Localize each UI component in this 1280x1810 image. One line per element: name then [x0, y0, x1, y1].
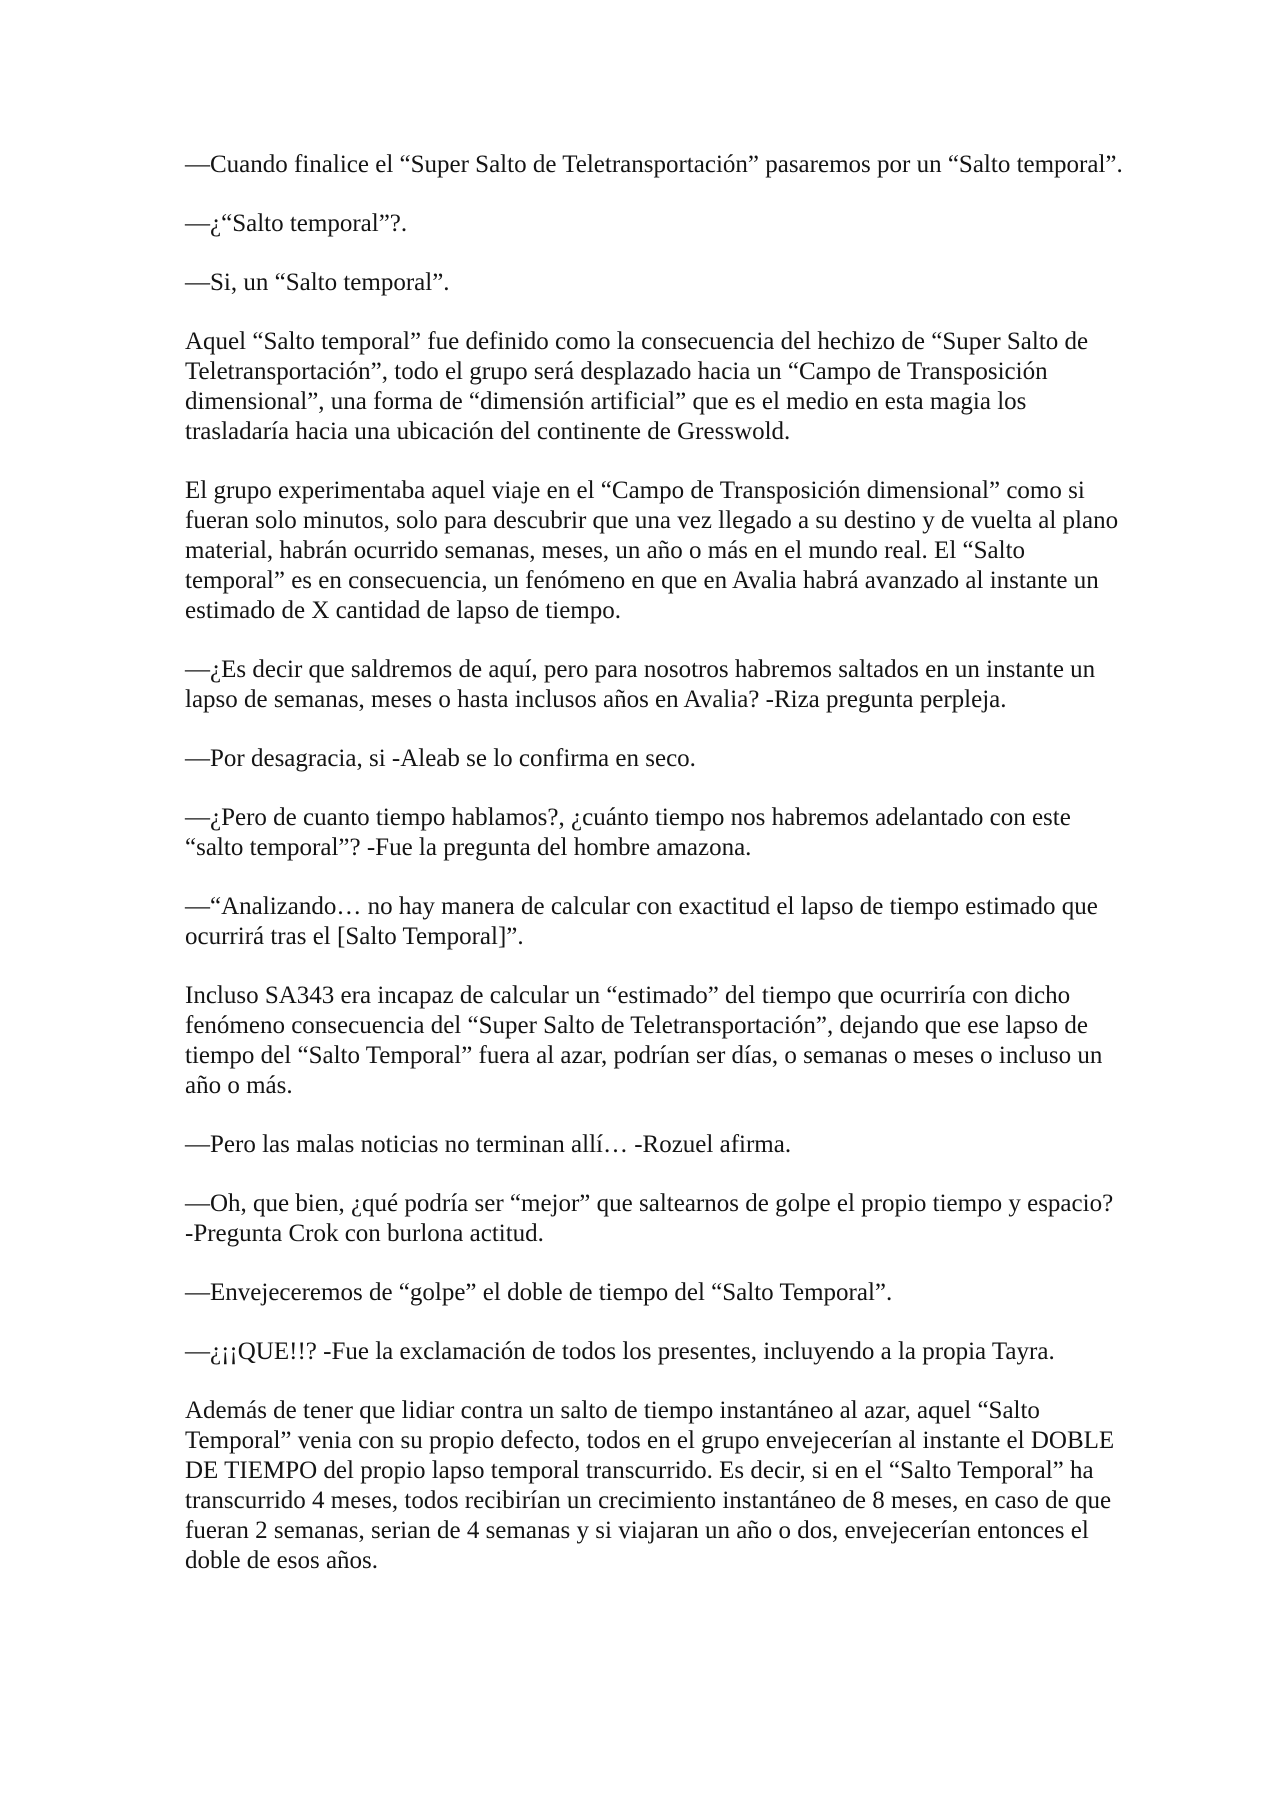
paragraph: Incluso SA343 era incapaz de calcular un “estimado” del tiempo que ocurriría con dicho fenómeno consecuencia del “Super Salto de Teletransportación”, dejando que ese lapso de tiempo del “Salto Temporal” fuera al azar, podrían ser días, o semanas o meses o incluso un año o más. — [185, 982, 1103, 1099]
paragraph: —¿Pero de cuanto tiempo hablamos?, ¿cuánto tiempo nos habremos adelantado con este “salto temporal”? -Fue la pregunta del hombre amazona. — [185, 804, 1071, 861]
paragraph: —¿¡¡QUE!!? -Fue la exclamación de todos los presentes, incluyendo a la propia Tayra. — [185, 1338, 1055, 1365]
paragraph: —¿“Salto temporal”?. — [185, 210, 408, 237]
paragraph: —Si, un “Salto temporal”. — [185, 269, 450, 296]
paragraph: Además de tener que lidiar contra un salto de tiempo instantáneo al azar, aquel “Salto Temporal” venia con su propio defecto, todos en el grupo envejecerían al instante el DOBLE DE TIEMPO del propio lapso temporal transcurrido. Es decir, si en el “Salto Temporal” ha transcurrido 4 meses, todos recibirían un crecimiento instantáneo de 8 meses, en caso de que fueran 2 semanas, serian de 4 semanas y si viajaran un año o dos, envejecerían entonces el doble de esos años. — [185, 1397, 1115, 1574]
paragraph: —“Analizando… no hay manera de calcular con exactitud el lapso de tiempo estimado que ocurrirá tras el [Salto Temporal]”. — [185, 893, 1098, 950]
document-page — [185, 150, 1125, 1576]
paragraph: —Cuando finalice el “Super Salto de Teletransportación” pasaremos por un “Salto temporal”. — [185, 151, 1123, 178]
paragraph: El grupo experimentaba aquel viaje en el “Campo de Transposición dimensional” como si fueran solo minutos, solo para descubrir que una vez llegado a su destino y de vuelta al plano material, habrán ocurrido semanas, meses, un año o más en el mundo real. El “Salto temporal” es en consecuencia, un fenómeno en que en Avalia habrá avanzado al instante un estimado de X cantidad de lapso de tiempo. — [185, 477, 1119, 624]
paragraph: —Pero las malas noticias no terminan allí… -Rozuel afirma. — [185, 1131, 792, 1158]
paragraph: —Envejeceremos de “golpe” el doble de tiempo del “Salto Temporal”. — [185, 1279, 893, 1306]
paragraph: —Por desagracia, si -Aleab se lo confirma en seco. — [185, 745, 696, 772]
paragraph: —¿Es decir que saldremos de aquí, pero para nosotros habremos saltados en un instante un lapso de semanas, meses o hasta inclusos años en Avalia? -Riza pregunta perpleja. — [185, 656, 1096, 713]
paragraph: —Oh, que bien, ¿qué podría ser “mejor” que saltearnos de golpe el propio tiempo y espacio? -Pregunta Crok con burlona actitud. — [185, 1190, 1114, 1247]
paragraph: Aquel “Salto temporal” fue definido como la consecuencia del hechizo de “Super Salto de Teletransportación”, todo el grupo será desplazado hacia un “Campo de Transposición dimensional”, una forma de “dimensión artificial” que es el medio en esta magia los trasladaría hacia una ubicación del continente de Gresswold. — [185, 328, 1089, 445]
